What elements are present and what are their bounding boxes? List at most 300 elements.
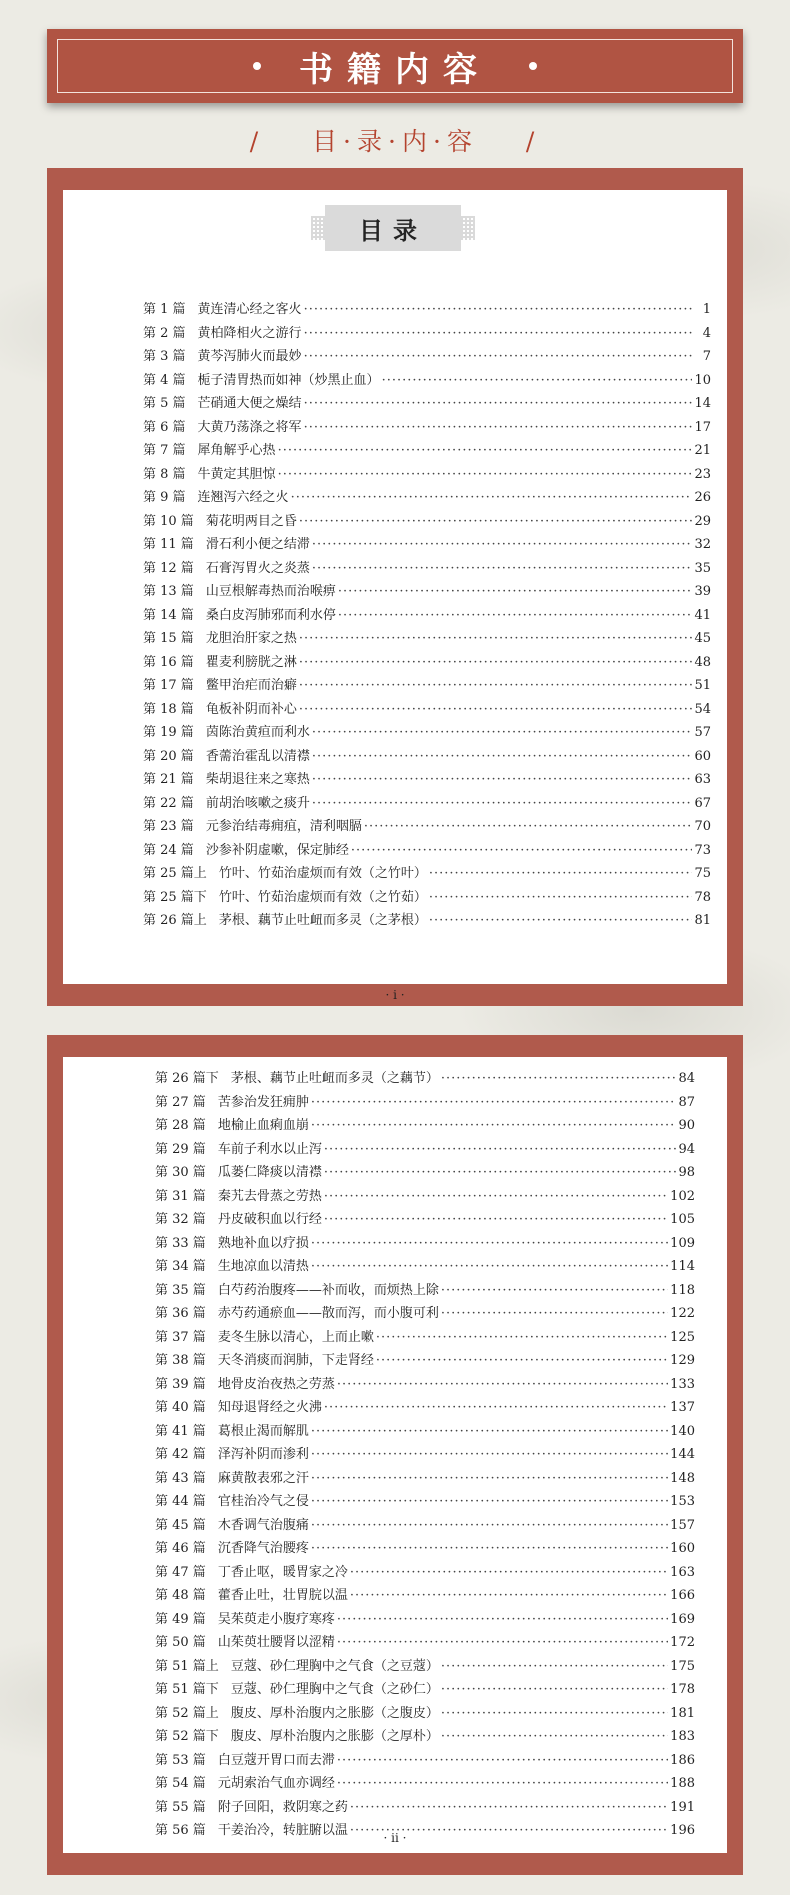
toc-entry: [155, 1373, 695, 1397]
toc-entry: [143, 604, 711, 628]
toc-entry: [155, 1772, 695, 1796]
toc-entry-page: 94: [678, 1141, 695, 1157]
toc-dot-leader: [337, 1377, 668, 1392]
toc-entry: [155, 1725, 695, 1749]
toc-entry-title: 麻黄散表邪之汗: [217, 1470, 309, 1486]
toc-entry-page: 21: [694, 443, 711, 458]
toc-entry-page: 98: [678, 1165, 695, 1180]
toc-entry: [143, 651, 711, 675]
toc-entry-number: 第 33 篇: [155, 1235, 206, 1251]
toc-entry-number: 第 44 篇: [155, 1494, 206, 1509]
toc-dot-leader: [311, 1095, 677, 1110]
toc-entry-title: 秦艽去骨蒸之劳热: [217, 1188, 322, 1204]
bullet-dot-right: [529, 62, 537, 70]
toc-entry-title: 石膏泻胃火之炎蒸: [205, 560, 310, 576]
toc-entry-title: 桑白皮泻肺邪而利水停: [205, 607, 336, 623]
toc-page-2: [63, 1057, 727, 1853]
toc-dot-leader: [337, 1635, 668, 1650]
toc-entry: [155, 1067, 695, 1091]
toc-entry-page: 26: [694, 490, 711, 505]
toc-dot-leader: [304, 302, 693, 317]
toc-dot-leader: [324, 1142, 677, 1157]
toc-entry-title: 泽泻补阴而渗利: [217, 1447, 309, 1462]
toc-entry: [155, 1749, 695, 1773]
toc-entry-page: 160: [670, 1541, 695, 1556]
bullet-dot-left: [253, 62, 261, 70]
toc-entry-page: 48: [694, 654, 711, 670]
toc-entry-page: 140: [670, 1423, 695, 1439]
toc-dot-leader: [338, 584, 693, 599]
toc-entry-number: 第 18 篇: [143, 701, 194, 717]
toc-entry: [143, 745, 711, 769]
toc-dot-leader: [441, 1706, 668, 1721]
toc-dot-leader: [351, 843, 693, 858]
toc-entry-number: 第 24 篇: [143, 842, 194, 858]
toc-entry-page: 178: [670, 1682, 695, 1697]
toc-entry-number: 第 6 篇: [143, 419, 186, 435]
toc-entry-number: 第 52 篇下: [155, 1729, 219, 1744]
toc-entry: [143, 627, 711, 651]
toc-entry: [143, 322, 711, 346]
toc-page-frame-2: [47, 1035, 743, 1875]
toc-list-1: [143, 298, 711, 933]
toc-entry-page: 183: [670, 1729, 695, 1744]
toc-entry-title: 白豆蔻开胃口而去滞: [217, 1752, 335, 1768]
toc-entry-page: 35: [694, 560, 711, 576]
toc-dot-leader: [311, 1236, 668, 1251]
toc-entry-page: 39: [694, 584, 711, 599]
toc-entry-page: 137: [670, 1400, 695, 1415]
toc-dot-leader: [337, 1776, 668, 1791]
toc-entry-page: 191: [670, 1799, 695, 1815]
header-title: 书籍内容: [299, 49, 491, 90]
toc-entry-page: 10: [694, 372, 711, 388]
toc-entry-title: 赤芍药通瘀血——散而泻，而小腹可利: [217, 1306, 439, 1321]
header-banner: [47, 29, 743, 103]
toc-entry-title: 瞿麦利膀胱之淋: [205, 654, 297, 670]
toc-dot-leader: [304, 396, 693, 411]
toc-entry: [143, 369, 711, 393]
toc-entry: [155, 1584, 695, 1608]
toc-dot-leader: [299, 514, 693, 529]
toc-entry-number: 第 39 篇: [155, 1376, 206, 1392]
toc-entry-title: 藿香止吐，壮胃脘以温: [217, 1588, 348, 1603]
toc-entry-number: 第 9 篇: [143, 490, 186, 505]
subtitle-slash-right: /: [525, 127, 541, 156]
subtitle-char: 容: [446, 127, 478, 156]
toc-entry: [155, 1185, 695, 1209]
toc-entry-page: 4: [702, 325, 711, 341]
toc-entry-title: 麦冬生脉以清心，上而止嗽: [217, 1329, 374, 1345]
toc-entry-title: 腹皮、厚朴治腹内之胀膨（之厚朴）: [230, 1729, 439, 1744]
toc-entry: [143, 486, 711, 510]
toc-entry-number: 第 3 篇: [143, 349, 186, 364]
toc-entry-number: 第 53 篇: [155, 1752, 206, 1768]
toc-title-badge: 目录: [325, 205, 461, 251]
subtitle-sep: ·: [388, 127, 402, 156]
page-number-footer: · i ·: [385, 988, 405, 1002]
toc-entry-page: 125: [670, 1329, 695, 1345]
toc-entry-page: 81: [694, 913, 711, 928]
toc-entry-page: 45: [694, 631, 711, 646]
toc-entry-number: 第 7 篇: [143, 443, 186, 458]
toc-entry-title: 腹皮、厚朴治腹内之胀膨（之腹皮）: [230, 1705, 439, 1721]
toc-entry-page: 29: [694, 513, 711, 529]
toc-entry-number: 第 25 篇下: [143, 889, 207, 905]
toc-entry-title: 吴茱萸走小腹疗寒疼: [217, 1611, 335, 1627]
toc-entry: [155, 1396, 695, 1420]
toc-dot-leader: [304, 349, 693, 364]
toc-dot-leader: [441, 1306, 668, 1321]
toc-entry-page: 133: [670, 1376, 695, 1392]
subtitle-sep: ·: [343, 127, 357, 156]
toc-entry: [143, 839, 711, 863]
toc-entry-page: 70: [694, 819, 711, 834]
toc-entry-number: 第 14 篇: [143, 607, 194, 623]
toc-entry: [143, 721, 711, 745]
toc-entry-number: 第 26 篇下: [155, 1071, 219, 1086]
toc-entry-title: 前胡治咳嗽之痰升: [205, 795, 310, 811]
toc-entry-number: 第 10 篇: [143, 513, 194, 529]
toc-dot-leader: [441, 1682, 668, 1697]
toc-entry-number: 第 26 篇上: [143, 913, 207, 928]
toc-entry-title: 香薷治霍乱以清襟: [205, 748, 310, 764]
toc-entry-page: 144: [670, 1447, 695, 1462]
toc-entry: [155, 1114, 695, 1138]
toc-entry: [155, 1326, 695, 1350]
toc-entry-number: 第 2 篇: [143, 325, 186, 341]
toc-entry-title: 黄芩泻肺火而最妙: [197, 349, 302, 364]
toc-dot-leader: [311, 1494, 668, 1509]
toc-entry-title: 连翘泻六经之火: [197, 490, 289, 505]
toc-entry-title: 黄连清心经之客火: [197, 302, 302, 317]
toc-entry-title: 附子回阳，救阴寒之药: [217, 1799, 348, 1815]
toc-entry-number: 第 40 篇: [155, 1400, 206, 1415]
toc-entry-title: 元参治结毒痈疽，清利咽膈: [205, 819, 362, 834]
toc-entry-page: 196: [670, 1823, 695, 1838]
toc-entry-page: 90: [678, 1118, 695, 1133]
toc-entry-title: 木香调气治腹痛: [217, 1517, 309, 1533]
toc-entry-page: 129: [670, 1353, 695, 1368]
toc-entry-page: 54: [694, 701, 711, 717]
toc-entry: [143, 792, 711, 816]
toc-entry-number: 第 16 篇: [143, 654, 194, 670]
toc-entry-title: 茅根、藕节止吐衄而多灵（之藕节）: [230, 1071, 439, 1086]
toc-entry: [143, 298, 711, 322]
toc-entry-title: 黄柏降相火之游行: [197, 325, 302, 341]
toc-dot-leader: [311, 1447, 668, 1462]
toc-entry: [143, 557, 711, 581]
toc-entry: [155, 1279, 695, 1303]
toc-entry-number: 第 37 篇: [155, 1329, 206, 1345]
toc-entry-page: 7: [702, 349, 711, 364]
toc-entry-number: 第 50 篇: [155, 1635, 206, 1650]
toc-entry-title: 豆蔻、砂仁理胸中之气食（之豆蔻）: [230, 1658, 439, 1674]
toc-dot-leader: [441, 1729, 668, 1744]
toc-entry-number: 第 13 篇: [143, 584, 194, 599]
toc-entry: [143, 463, 711, 487]
toc-dot-leader: [312, 725, 693, 740]
toc-entry-title: 龟板补阴而补心: [205, 701, 297, 717]
toc-entry-page: 78: [694, 889, 711, 905]
toc-entry: [155, 1467, 695, 1491]
toc-entry-number: 第 35 篇: [155, 1282, 206, 1298]
toc-entry-title: 丹皮破积血以行经: [217, 1212, 322, 1227]
toc-dot-leader: [311, 1471, 668, 1486]
toc-entry-number: 第 38 篇: [155, 1353, 206, 1368]
toc-entry: [143, 886, 711, 910]
toc-dot-leader: [312, 537, 693, 552]
toc-entry: [155, 1420, 695, 1444]
toc-entry-title: 葛根止渴而解肌: [217, 1423, 309, 1439]
toc-entry-number: 第 1 篇: [143, 302, 186, 317]
toc-entry: [143, 909, 711, 933]
toc-entry: [143, 439, 711, 463]
toc-entry: [155, 1302, 695, 1326]
toc-entry-page: 73: [694, 842, 711, 858]
toc-entry: [143, 698, 711, 722]
toc-dot-leader: [337, 1753, 668, 1768]
toc-entry: [143, 510, 711, 534]
toc-entry-title: 干姜治冷，转脏腑以温: [217, 1823, 348, 1838]
toc-dot-leader: [299, 655, 693, 670]
toc-dot-leader: [311, 1424, 668, 1439]
toc-entry-page: 32: [694, 537, 711, 552]
toc-dot-leader: [364, 819, 693, 834]
toc-entry: [143, 674, 711, 698]
toc-entry-number: 第 12 篇: [143, 560, 194, 576]
toc-entry-page: 87: [678, 1094, 695, 1110]
toc-entry-title: 茵陈治黄疸而利水: [205, 725, 310, 740]
toc-dot-leader: [299, 702, 693, 717]
toc-dot-leader: [311, 1518, 668, 1533]
toc-entry-page: 102: [670, 1188, 695, 1204]
toc-entry-title: 丁香止呕，暖胃家之冷: [217, 1564, 348, 1580]
toc-dot-leader: [311, 1541, 668, 1556]
toc-entry-title: 天冬消痰而润肺，下走肾经: [217, 1353, 374, 1368]
toc-entry-page: 60: [694, 748, 711, 764]
toc-entry-page: 172: [670, 1635, 695, 1650]
toc-entry: [143, 768, 711, 792]
toc-entry: [143, 416, 711, 440]
toc-entry-page: 14: [694, 396, 711, 411]
toc-entry: [155, 1514, 695, 1538]
toc-entry: [155, 1631, 695, 1655]
toc-entry-number: 第 31 篇: [155, 1188, 206, 1204]
toc-dot-leader: [312, 561, 693, 576]
toc-entry-title: 龙胆治肝家之热: [205, 631, 297, 646]
toc-entry-page: 51: [694, 678, 711, 693]
toc-entry-number: 第 36 篇: [155, 1306, 206, 1321]
toc-entry-title: 竹叶、竹茹治虚烦而有效（之竹茹）: [218, 889, 427, 905]
toc-entry-number: 第 47 篇: [155, 1564, 206, 1580]
toc-entry: [155, 1490, 695, 1514]
toc-dot-leader: [311, 1118, 677, 1133]
toc-dot-leader: [382, 373, 693, 388]
toc-dot-leader: [304, 326, 693, 341]
toc-entry-title: 知母退肾经之火沸: [217, 1400, 322, 1415]
toc-entry-page: 169: [670, 1611, 695, 1627]
toc-entry-number: 第 34 篇: [155, 1259, 206, 1274]
toc-dot-leader: [441, 1071, 677, 1086]
toc-entry: [143, 533, 711, 557]
toc-entry-number: 第 32 篇: [155, 1212, 206, 1227]
toc-dot-leader: [324, 1189, 668, 1204]
toc-dot-leader: [304, 420, 693, 435]
toc-entry-page: 57: [694, 725, 711, 740]
toc-entry-title: 菊花明两目之昏: [205, 513, 297, 529]
toc-entry-title: 官桂治冷气之侵: [217, 1494, 309, 1509]
toc-entry-number: 第 41 篇: [155, 1423, 206, 1439]
toc-entry-page: 122: [670, 1306, 695, 1321]
toc-entry-number: 第 51 篇上: [155, 1658, 219, 1674]
toc-entry-number: 第 21 篇: [143, 772, 194, 787]
toc-entry-number: 第 56 篇: [155, 1823, 206, 1838]
toc-entry-number: 第 8 篇: [143, 466, 186, 482]
toc-dot-leader: [376, 1330, 668, 1345]
toc-entry-number: 第 11 篇: [143, 537, 194, 552]
toc-entry: [155, 1443, 695, 1467]
toc-entry-page: 153: [670, 1494, 695, 1509]
toc-dot-leader: [429, 866, 693, 881]
toc-dot-leader: [278, 467, 693, 482]
toc-dot-leader: [429, 890, 693, 905]
toc-dot-leader: [312, 772, 693, 787]
subtitle-char: 录: [357, 127, 389, 156]
toc-entry-title: 白芍药治腹疼——补而收，而烦热上除: [217, 1282, 439, 1298]
toc-dot-leader: [278, 443, 693, 458]
toc-entry-page: 157: [670, 1517, 695, 1533]
toc-dot-leader: [350, 1565, 668, 1580]
toc-entry: [143, 862, 711, 886]
toc-entry-title: 滑石利小便之结滞: [205, 537, 310, 552]
toc-dot-leader: [299, 678, 693, 693]
toc-entry-title: 山茱萸壮腰肾以涩精: [217, 1635, 335, 1650]
toc-entry: [143, 580, 711, 604]
section-subtitle: [0, 122, 790, 158]
toc-entry-page: 118: [670, 1282, 695, 1298]
toc-entry-page: 166: [670, 1588, 695, 1603]
toc-entry-title: 车前子利水以止泻: [217, 1141, 322, 1157]
toc-entry-title: 沙参补阴虚嗽，保定肺经: [205, 842, 349, 858]
toc-entry: [143, 345, 711, 369]
toc-entry-number: 第 48 篇: [155, 1588, 206, 1603]
toc-entry: [155, 1161, 695, 1185]
toc-entry-number: 第 27 篇: [155, 1094, 206, 1110]
toc-entry-page: 186: [670, 1752, 695, 1768]
toc-entry-title: 元胡索治气血亦调经: [217, 1776, 335, 1791]
toc-entry-title: 瓜蒌仁降痰以清襟: [217, 1165, 322, 1180]
toc-dot-leader: [441, 1283, 668, 1298]
toc-list-2: [155, 1067, 695, 1843]
toc-page-frame-1: [47, 168, 743, 1006]
toc-dot-leader: [337, 1612, 668, 1627]
toc-dot-leader: [311, 1259, 668, 1274]
toc-dot-leader: [324, 1400, 668, 1415]
toc-entry: [143, 815, 711, 839]
toc-dot-leader: [291, 490, 693, 505]
toc-entry-number: 第 52 篇上: [155, 1705, 219, 1721]
toc-entry: [155, 1796, 695, 1820]
toc-entry: [155, 1561, 695, 1585]
toc-entry-page: 67: [694, 795, 711, 811]
toc-entry-number: 第 5 篇: [143, 396, 186, 411]
toc-dot-leader: [350, 1588, 668, 1603]
toc-dot-leader: [312, 749, 693, 764]
toc-dot-leader: [429, 913, 693, 928]
toc-dot-leader: [299, 631, 693, 646]
toc-entry-page: 105: [670, 1212, 695, 1227]
toc-entry-number: 第 51 篇下: [155, 1682, 219, 1697]
toc-entry: [155, 1702, 695, 1726]
toc-entry-number: 第 25 篇上: [143, 866, 207, 881]
toc-entry-page: 41: [694, 607, 711, 623]
toc-entry-page: 84: [678, 1071, 695, 1086]
toc-entry-number: 第 23 篇: [143, 819, 194, 834]
toc-entry-title: 苦参治发狂痈肿: [217, 1094, 309, 1110]
subtitle-char: 内: [401, 127, 433, 156]
toc-entry: [155, 1091, 695, 1115]
toc-entry: [155, 1655, 695, 1679]
toc-entry: [155, 1608, 695, 1632]
toc-entry-number: 第 28 篇: [155, 1118, 206, 1133]
subtitle-sep: ·: [432, 127, 447, 156]
toc-entry-number: 第 19 篇: [143, 725, 194, 740]
toc-entry-title: 大黄乃荡涤之将军: [197, 419, 302, 435]
toc-entry-page: 17: [694, 419, 711, 435]
toc-entry: [155, 1537, 695, 1561]
toc-entry-page: 109: [670, 1235, 695, 1251]
header-inner-frame: [57, 39, 733, 93]
toc-entry-page: 175: [670, 1658, 695, 1674]
toc-entry-page: 23: [694, 466, 711, 482]
toc-entry-title: 豆蔻、砂仁理胸中之气食（之砂仁）: [230, 1682, 439, 1697]
toc-entry: [143, 392, 711, 416]
toc-entry-title: 柴胡退往来之寒热: [205, 772, 310, 787]
toc-dot-leader: [441, 1659, 668, 1674]
toc-entry-page: 181: [670, 1705, 695, 1721]
toc-entry-title: 熟地补血以疗损: [217, 1235, 309, 1251]
subtitle-slash-left: /: [249, 127, 265, 156]
toc-entry-number: 第 54 篇: [155, 1776, 206, 1791]
toc-entry-title: 栀子清胃热而如神（炒黑止血）: [197, 372, 380, 388]
toc-entry-number: 第 49 篇: [155, 1611, 206, 1627]
toc-entry-title: 犀角解乎心热: [197, 443, 276, 458]
toc-entry-title: 牛黄定其胆惊: [197, 466, 276, 482]
toc-entry: [155, 1138, 695, 1162]
toc-entry-number: 第 43 篇: [155, 1470, 206, 1486]
toc-dot-leader: [324, 1165, 677, 1180]
toc-entry-number: 第 45 篇: [155, 1517, 206, 1533]
toc-entry-page: 114: [670, 1259, 695, 1274]
toc-entry-page: 188: [670, 1776, 695, 1791]
toc-entry-number: 第 30 篇: [155, 1165, 206, 1180]
toc-entry-title: 地榆止血痢血崩: [217, 1118, 309, 1133]
toc-dot-leader: [324, 1212, 668, 1227]
toc-entry-number: 第 20 篇: [143, 748, 194, 764]
toc-entry-title: 沉香降气治腰疼: [217, 1541, 309, 1556]
toc-entry-number: 第 17 篇: [143, 678, 194, 693]
toc-dot-leader: [312, 796, 693, 811]
toc-entry-title: 芒硝通大便之燥结: [197, 396, 302, 411]
toc-entry-page: 1: [702, 302, 711, 317]
toc-page-1: [63, 190, 727, 1002]
toc-dot-leader: [350, 1800, 668, 1815]
page-number-footer: · ii ·: [383, 1831, 407, 1845]
toc-entry-number: 第 29 篇: [155, 1141, 206, 1157]
toc-entry-number: 第 15 篇: [143, 631, 194, 646]
toc-entry: [155, 1232, 695, 1256]
